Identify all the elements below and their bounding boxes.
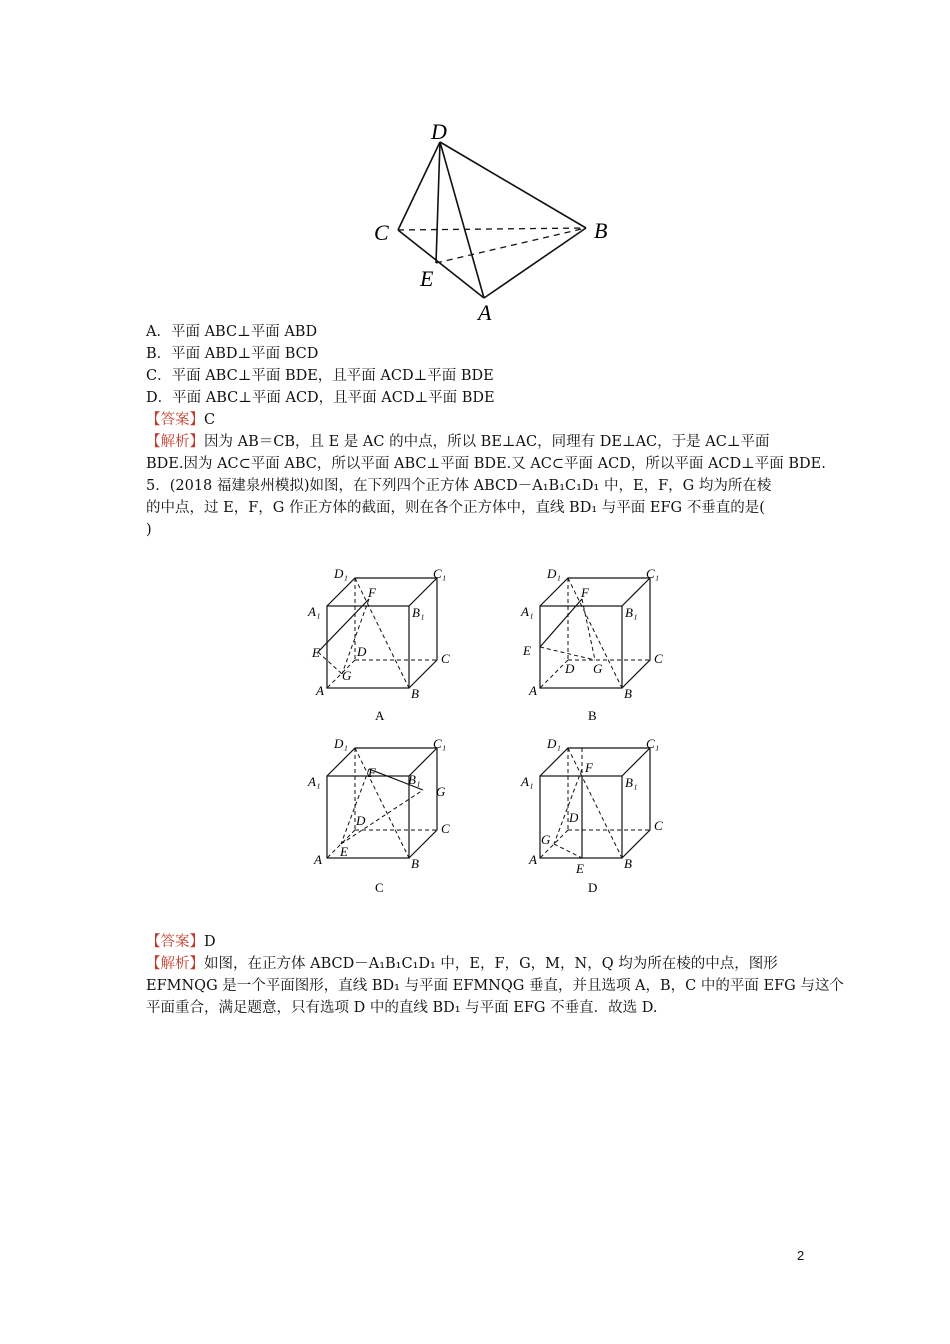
cube-vertex-label: E [340, 844, 348, 859]
cube-vertex-label: B₁ [408, 772, 421, 787]
q5-analysis-line-1 [146, 953, 812, 975]
cube-vertex-label: B [411, 856, 419, 871]
q5-stem-line-1: 5．(2018 福建泉州模拟)如图，在下列四个正方体 ABCD－A₁B₁C₁D₁ 中，E，F，G 均为所在棱 [146, 478, 772, 494]
cube-vertex-label: A₁ [521, 774, 534, 789]
cube-vertex-label: D [356, 813, 366, 828]
analysis-text: 如图，在正方体 ABCD－A₁B₁C₁D₁ 中，E，F，G，M，N，Q 均为所在棱的中点，图形 [204, 956, 778, 972]
cube-vertex-label: C₁ [433, 566, 447, 581]
cube-vertex-label: A₁ [308, 604, 321, 619]
q4-analysis-line-2: BDE.因为 AC⊂平面 ABC，所以平面 ABC⊥平面 BDE.又 AC⊂平面 ACD，所以平面 ACD⊥平面 BDE. [146, 456, 826, 472]
q5-analysis-line-2: EFMNQG 是一个平面图形，直线 BD₁ 与平面 EFMNQG 垂直，并且选项 A，B，C 中的平面 EFG 与这个 [146, 978, 844, 994]
q5-stem-line-3: ) [146, 522, 152, 538]
cube-vertex-label: B₁ [412, 605, 425, 620]
cube-vertex-label: B [411, 686, 419, 701]
label-C: C [374, 220, 389, 245]
cube-vertex-label: A [314, 852, 322, 867]
q5-stem-line-2: 的中点，过 E，F，G 作正方体的截面，则在各个正方体中，直线 BD₁ 与平面 EFG 不垂直的是( [146, 500, 765, 516]
label-E: E [420, 266, 434, 291]
cube-vertex-label: A₁ [521, 604, 534, 619]
option-c: C．平面 ABC⊥平面 BDE，且平面 ACD⊥平面 BDE [146, 368, 494, 384]
cube-vertex-label: C₁ [646, 736, 660, 751]
option-b: B．平面 ABD⊥平面 BCD [146, 346, 319, 362]
cube-vertex-label: E [576, 861, 584, 876]
option-d: D．平面 ABC⊥平面 ACD，且平面 ACD⊥平面 BDE [146, 390, 495, 406]
cube-caption-d: D [588, 880, 598, 895]
cube-vertex-label: G [342, 668, 352, 683]
cube-vertex-label: D [357, 644, 367, 659]
cube-vertex-label: E [523, 643, 531, 658]
cube-vertex-label: C [441, 651, 450, 666]
answer-value: C [204, 412, 216, 428]
cube-vertex-label: A [316, 683, 324, 698]
cube-vertex-label: C [654, 818, 663, 833]
cube-caption-c: C [375, 880, 384, 895]
cube-vertex-label: C [441, 821, 450, 836]
cube-vertex-label: B [624, 686, 632, 701]
cube-vertex-label: B₁ [625, 775, 638, 790]
cube-vertex-label: G [541, 832, 551, 847]
cube-vertex-label: G [593, 661, 603, 676]
label-A: A [478, 300, 492, 325]
cube-caption-a: A [375, 708, 385, 723]
cube-figure-b [513, 560, 683, 730]
q5-answer [146, 931, 812, 953]
answer-tag: 【答案】 [146, 934, 204, 950]
analysis-tag: 【解析】 [146, 956, 204, 972]
cube-vertex-label: E [312, 645, 320, 660]
cube-vertex-label: C₁ [433, 736, 447, 751]
cube-vertex-label: D [565, 661, 575, 676]
cube-vertex-label: B₁ [625, 605, 638, 620]
cube-vertex-label: A [529, 852, 537, 867]
cube-vertex-label: D₁ [547, 566, 561, 581]
page-number: 2 [797, 1248, 805, 1263]
cube-figure-a [300, 560, 470, 730]
cube-vertex-label: A [529, 683, 537, 698]
q5-analysis-line-3: 平面重合，满足题意，只有选项 D 中的直线 BD₁ 与平面 EFG 不垂直．故选 D. [146, 1000, 658, 1016]
cube-vertex-label: D [569, 810, 579, 825]
q4-answer [146, 409, 812, 431]
cube-vertex-label: A₁ [308, 774, 321, 789]
label-D: D [431, 119, 447, 144]
cube-caption-b: B [588, 708, 597, 723]
tetrahedron-figure [360, 110, 630, 325]
analysis-text: 因为 AB＝CB，且 E 是 AC 的中点，所以 BE⊥AC，同理有 DE⊥AC，于是 AC⊥平面 [204, 434, 770, 450]
cube-figure-d [513, 730, 683, 900]
cube-vertex-label: D₁ [547, 736, 561, 751]
cube-vertex-label: B [624, 856, 632, 871]
cube-vertex-label: F [581, 585, 589, 600]
cube-vertex-label: D₁ [334, 736, 348, 751]
cube-vertex-label: F [368, 765, 376, 780]
cube-vertex-label: F [368, 585, 376, 600]
q4-analysis-line-1 [146, 431, 812, 453]
analysis-tag: 【解析】 [146, 434, 204, 450]
cube-vertex-label: D₁ [334, 566, 348, 581]
option-a: A．平面 ABC⊥平面 ABD [146, 324, 318, 340]
label-B: B [594, 218, 608, 243]
cube-vertex-label: C [654, 651, 663, 666]
cube-vertex-label: F [585, 760, 593, 775]
cube-vertex-label: G [436, 784, 446, 799]
cube-figure-c [300, 730, 470, 900]
answer-value: D [204, 934, 216, 950]
answer-tag: 【答案】 [146, 412, 204, 428]
cube-vertex-label: C₁ [646, 566, 660, 581]
